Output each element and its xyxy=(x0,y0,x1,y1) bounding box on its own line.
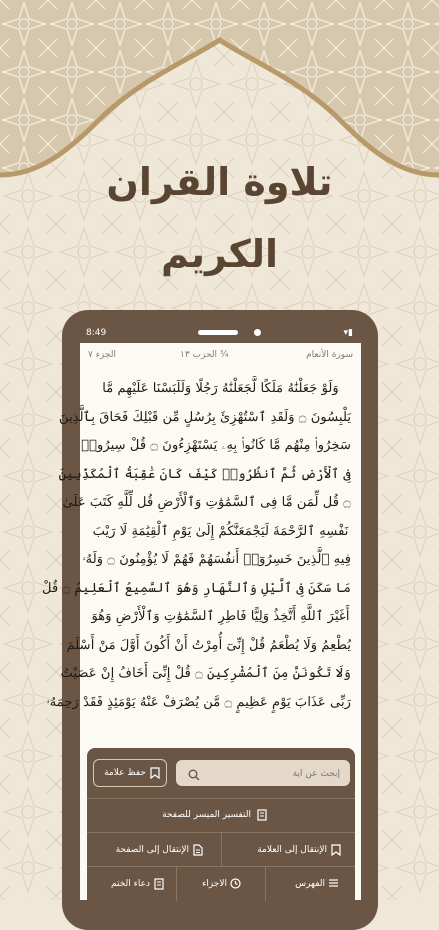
navigation-row xyxy=(87,832,355,867)
sura-name: سورة الأنعام xyxy=(306,350,353,360)
dua-button[interactable] xyxy=(87,867,176,901)
save-bookmark-button[interactable] xyxy=(93,759,167,787)
status-bar xyxy=(80,325,361,343)
divider xyxy=(176,867,177,901)
headline-line-2: الكريم xyxy=(160,232,279,276)
quran-line: سَخِرُوا۟ مِنْهُم مَّا كَانُوا۟ بِهِۦ يَسْتَهْزِءُونَ ۝ قُلْ سِيرُوا۟ xyxy=(81,438,351,453)
save-bookmark-label: حفظ علامة xyxy=(104,768,146,778)
menu-row xyxy=(87,866,355,901)
clock-icon xyxy=(230,878,241,892)
quran-line: وَلَا تَكُونَنَّ مِنَ ٱلْمُشْرِكِينَ ۝ قُلْ إِنِّىٓ أَخَافُ إِنْ عَصَيْتُ xyxy=(60,666,351,681)
index-label: الفهرس xyxy=(295,879,325,889)
document-icon xyxy=(193,844,203,859)
quran-line: وَلَوْ جَعَلْنَٰهُ مَلَكًا لَّجَعَلْنَٰهُ رَجُلًا وَلَلَبَسْنَا عَلَيْهِم مَّا xyxy=(102,381,339,396)
bookmark-icon xyxy=(150,767,160,782)
dua-label: دعاء الختم xyxy=(111,879,150,889)
quran-line: أَغَيْرَ ٱللَّهِ أَتَّخِذُ وَلِيًّا فَاطِرِ ٱلسَّمَٰوَٰتِ وَٱلْأَرْضِ وَهُوَ xyxy=(91,609,350,624)
divider xyxy=(221,833,222,867)
quran-line: يُطْعِمُ وَلَا يُطْعَمُ قُلْ إِنِّىٓ أُمِرْتُ أَنْ أَكُونَ أَوَّلَ مَنْ أَسْلَمَ xyxy=(66,637,351,653)
quran-line: يَلْبِسُونَ ۝ وَلَقَدِ ٱسْتُهْزِئَ بِرُسُلٍ مِّن قَبْلِكَ فَحَاقَ بِٱلَّذِينَ xyxy=(59,409,351,425)
goto-page-button[interactable] xyxy=(87,833,221,867)
search-icon xyxy=(188,766,200,785)
quran-line: ۝ قُل لِّمَن مَّا فِى ٱلسَّمَٰوَٰتِ وَٱلْأَرْضِ قُل لِّلَّهِ كَتَبَ عَلَىٰ xyxy=(62,495,351,510)
page-header xyxy=(80,347,361,365)
status-time: 8:49 xyxy=(86,328,107,338)
quran-line: نَفْسِهِ ٱلرَّحْمَةَ لَيَجْمَعَنَّكُمْ إِلَىٰ يَوْمِ ٱلْقِيَٰمَةِ لَا رَيْبَ xyxy=(92,523,349,539)
parts-button[interactable] xyxy=(176,867,265,901)
speaker-notch xyxy=(198,330,238,335)
goto-bookmark-label: الإنتقال إلى العلامة xyxy=(257,845,327,855)
index-button[interactable] xyxy=(265,867,355,901)
camera-dot xyxy=(254,329,261,336)
tafsir-button[interactable] xyxy=(87,798,355,831)
book-icon xyxy=(257,809,267,824)
parts-label: الاجزاء xyxy=(202,879,227,889)
hizb-label: ¾ الحزب ١٣ xyxy=(180,350,229,360)
list-icon xyxy=(328,878,339,891)
divider xyxy=(265,867,266,901)
headline-line-1: تلاوة القران xyxy=(106,160,333,204)
quran-line: مَا سَكَنَ فِى ٱلَّيْلِ وَٱلنَّهَارِ وَهُوَ ٱلسَّمِيعُ ٱلْعَلِيمُ ۝ قُلْ xyxy=(41,580,351,596)
quran-page[interactable] xyxy=(41,375,351,717)
search-input[interactable] xyxy=(208,765,342,783)
book-icon xyxy=(154,878,164,893)
search-box[interactable] xyxy=(176,760,350,786)
quran-line: رَبِّى عَذَابَ يَوْمٍ عَظِيمٍ ۝ مَّن يُصْرَفْ عَنْهُ يَوْمَئِذٍ فَقَدْ رَحِمَهُۥ xyxy=(46,694,351,710)
quran-line: فِى ٱلْأَرْضِ ثُمَّ ٱنظُرُوا۟ كَيْفَ كَانَ عَٰقِبَةُ ٱلْمُكَذِّبِينَ xyxy=(58,466,351,482)
juz-label: الجزء ٧ xyxy=(88,350,116,360)
quran-line: فِيهِ ٱلَّذِينَ خَسِرُوٓا۟ أَنفُسَهُمْ فَهُمْ لَا يُؤْمِنُونَ ۝ وَلَهُۥ xyxy=(82,552,351,567)
tafsir-label: التفسير الميسر للصفحة xyxy=(162,810,251,820)
bookmark-icon xyxy=(331,844,341,859)
goto-page-label: الإنتقال إلى الصفحة xyxy=(115,845,189,855)
signal-battery-icon: ▾▮ xyxy=(343,328,353,338)
goto-bookmark-button[interactable] xyxy=(221,833,355,867)
